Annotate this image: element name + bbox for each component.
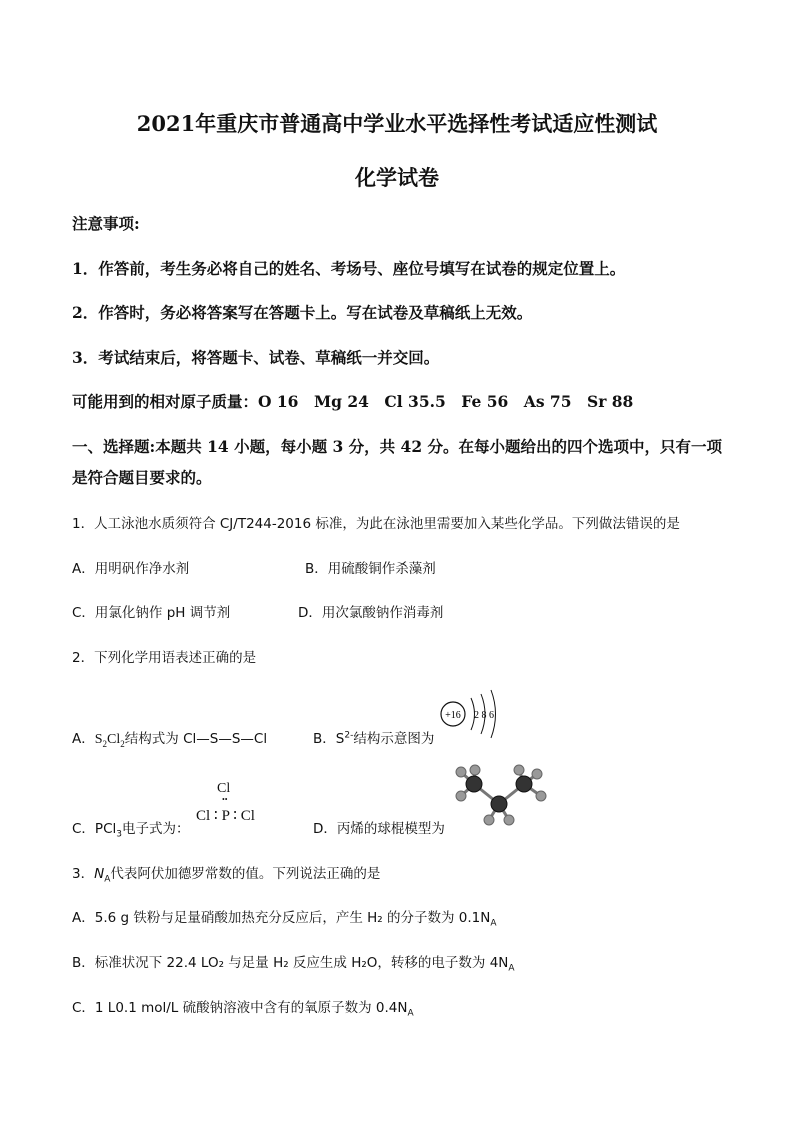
exam-subtitle: 化学试卷 [355,165,439,190]
section-heading-line2: 是符合题目要求的。 [72,468,212,487]
question-2-option-d: D．丙烯的球棍模型为 [313,821,445,837]
sulfur-ion-structure-diagram [436,684,506,744]
atomic-masses: 可能用到的相对原子质量：O 16 Mg 24 Cl 35.5 Fe 56 As 75 Sr 88 [72,392,634,411]
question-2-option-b: B．$S^{2-}$结构示意图为 [313,730,435,747]
note-item-3: 3．考试结束后，将答题卡、试卷、草稿纸一并交回。 [72,348,440,367]
pcl3-electron-row: Cl ∶ P ∶ Cl [196,808,255,824]
note-item-1: 1．作答前，考生务必将自己的姓名、考场号、座位号填写在试卷的规定位置上。 [72,259,626,278]
question-3-option-c: C．1 L0.1 mol/L 硫酸钠溶液中含有的氧原子数为 $0.4N_A$ [72,1000,414,1019]
question-3-option-a: A．5.6 g 铁粉与足量硝酸加热充分反应后，产生 H₂ 的分子数为 $0.1N_A$ [72,910,497,929]
shell-electrons-label: 2 8 6 [474,710,494,721]
note-item-2: 2．作答时，务必将答案写在答题卡上。写在试卷及草稿纸上无效。 [72,303,533,322]
pcl3-top-chlorine: Cl [217,781,231,796]
question-1-option-d: D．用次氯酸钠作消毒剂 [298,605,444,621]
question-3-stem: 3．$N_A$代表阿伏加德罗常数的值。下列说法正确的是 [72,866,381,885]
exam-title: 2021年重庆市普通高中学业水平选择性考试适应性测试 [136,111,658,136]
question-1-option-a: A．用明矾作净水剂 [72,561,190,577]
pcl3-lone-pair-dots: •• [222,795,228,804]
question-2-option-a: A．$S_2Cl_2$结构式为 Cl—S—S—Cl [72,731,268,749]
question-3-option-b: B．标准状况下 22.4 LO₂ 与足量 H₂ 反应生成 H₂O，转移的电子数为 $4N_A$ [72,955,515,974]
question-1-option-b: B．用硫酸铜作杀藻剂 [305,561,436,577]
question-1-option-c: C．用氯化钠作 pH 调节剂 [72,605,231,621]
section-heading-line1: 一、选择题:本题共 14 小题，每小题 3 分，共 42 分。在每小题给出的四个选项中，只有一项 [72,437,723,456]
question-1-stem: 1．人工泳池水质须符合 CJ/T244-2016 标准，为此在泳池里需要加入某些化学品。下列做法错误的是 [72,516,680,532]
notes-heading: 注意事项: [72,214,140,233]
question-2-option-c: C．PCl$_3$电子式为： [72,821,190,840]
propene-ball-stick-model [449,764,551,832]
question-2-stem: 2．下列化学用语表述正确的是 [72,650,257,666]
nucleus-label: +16 [445,710,461,721]
